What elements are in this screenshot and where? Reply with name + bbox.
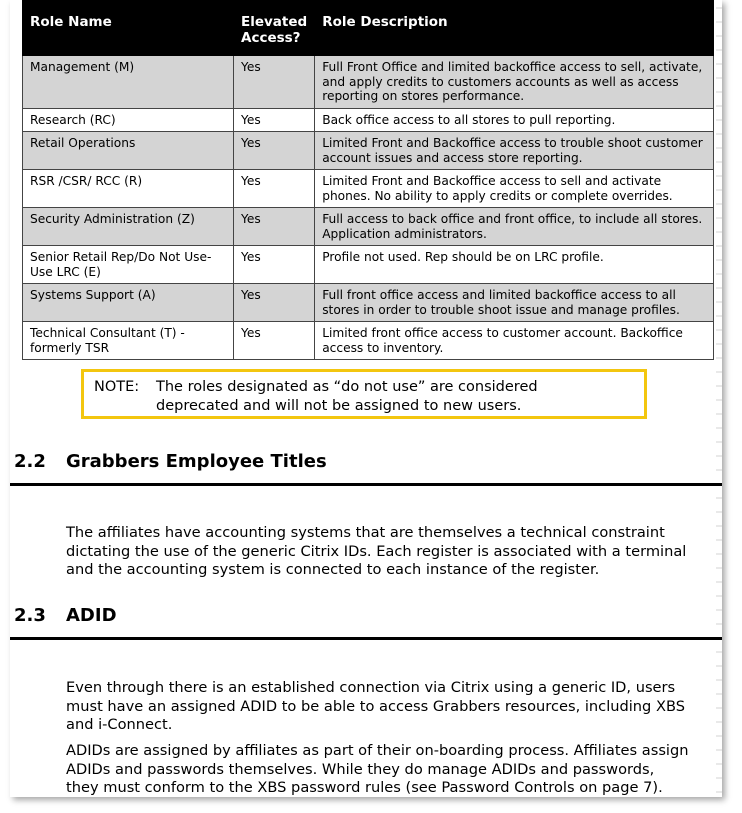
section-title: ADID [66,605,117,626]
note-line2: deprecated and will not be assigned to new users. [156,398,522,414]
cell-role-description: Limited Front and Backoffice access to trouble shoot customer account issues and access store reporting. [315,132,714,170]
table-row [23,246,714,284]
paragraph-line: and i-Connect. [66,716,173,733]
header-elevated-line1: Elevated [241,14,308,30]
document-page [10,0,722,797]
cell-role-name: Senior Retail Rep/Do Not Use-Use LRC (E) [23,246,234,284]
cell-role-name: Technical Consultant (T) - formerly TSR [23,322,234,360]
cell-elevated-access: Yes [234,56,315,109]
section-rule [10,483,722,486]
cell-role-description: Back office access to all stores to pull reporting. [315,108,714,132]
paragraph-affiliates [66,524,722,580]
cell-elevated-access: Yes [234,208,315,246]
paragraph-line: and the accounting system is connected to each instance of the register. [66,561,600,578]
cell-role-name: Management (M) [23,56,234,109]
table-header-row [23,1,714,56]
cell-elevated-access: Yes [234,108,315,132]
cell-role-description: Profile not used. Rep should be on LRC profile. [315,246,714,284]
section-number: 2.3 [14,605,46,626]
header-elevated-line2: Access? [241,29,301,46]
cell-role-name: Systems Support (A) [23,284,234,322]
cell-role-description: Full access to back office and front office, to include all stores. Application administrators. [315,208,714,246]
cell-elevated-access: Yes [234,132,315,170]
torn-edge [716,0,722,797]
header-elevated-access [234,1,315,56]
table-row [23,132,714,170]
cell-elevated-access: Yes [234,246,315,284]
paragraph-line: ADIDs are assigned by affiliates as part of their on-boarding process. Affiliates assign [66,742,689,759]
section-heading-2-2 [14,451,327,472]
cell-role-description: Full front office access and limited backoffice access to all stores in order to trouble shoot issue and manage profiles. [315,284,714,322]
cell-elevated-access: Yes [234,284,315,322]
paragraph-adid-assignment [66,742,722,797]
table-row [23,284,714,322]
paragraph-line: The affiliates have accounting systems that are themselves a technical constraint [66,524,665,541]
note-box [81,369,647,419]
cell-role-description: Limited Front and Backoffice access to sell and activate phones. No ability to apply credits or complete overrides. [315,170,714,208]
cell-role-description: Limited front office access to customer account. Backoffice access to inventory. [315,322,714,360]
section-rule [10,637,722,640]
note-label: NOTE: [94,379,140,395]
table-row [23,108,714,132]
header-role-name-text: Role Name [30,14,112,30]
paragraph-line: must have an assigned ADID to be able to access Grabbers resources, including XBS [66,697,685,715]
table-row [23,208,714,246]
cell-role-name: RSR /CSR/ RCC (R) [23,170,234,208]
paragraph-line: they must conform to the XBS password rules (see Password Controls on page 7). [66,779,663,796]
paragraph-line: ADIDs and passwords themselves. While they do manage ADIDs and passwords, [66,760,655,778]
paragraph-adid-connection [66,679,722,735]
section-number: 2.2 [14,451,46,472]
paragraph-line: Even through there is an established connection via Citrix using a generic ID, users [66,679,676,696]
table-row [23,322,714,360]
header-role-name [23,1,234,56]
table-row [23,56,714,109]
cell-elevated-access: Yes [234,322,315,360]
header-role-description [315,1,714,56]
cell-elevated-access: Yes [234,170,315,208]
paragraph-line: dictating the use of the generic Citrix IDs. Each register is associated with a terminal [66,542,687,560]
note-line1: The roles designated as “do not use” are considered [156,379,538,395]
section-heading-2-3 [14,605,117,626]
cell-role-name: Security Administration (Z) [23,208,234,246]
cell-role-description: Full Front Office and limited backoffice access to sell, activate, and apply credits to customers accounts as well as access reporting on stores performance. [315,56,714,109]
cell-role-name: Research (RC) [23,108,234,132]
cell-role-name: Retail Operations [23,132,234,170]
roles-table [22,0,714,360]
header-description-text: Role Description [322,14,448,30]
section-title: Grabbers Employee Titles [66,451,327,472]
table-row [23,170,714,208]
